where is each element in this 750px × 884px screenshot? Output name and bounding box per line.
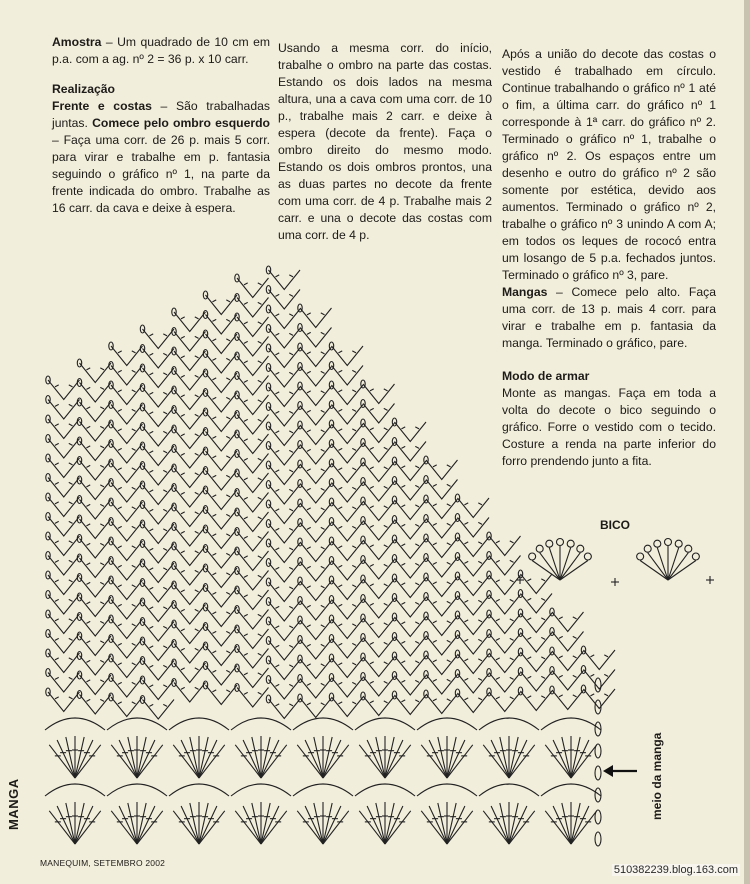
watermark: 510382239.blog.163.com [613,864,738,876]
manga-label: MANGA [6,778,21,830]
bico-label: BICO [600,518,630,532]
mangas-title: Mangas [502,285,548,299]
frente-bold: Comece pelo ombro esquerdo [92,116,270,130]
modo-de-armar-text: Monte as mangas. Faça em toda a volta do decote o bico seguindo o gráfico. Forre o vestido com o tecido. Costure a renda na parte inferior do forro prendendo junto a fita. [502,386,716,468]
arrow-icon [603,765,637,777]
col2-paragraph: Usando a mesma corr. do início, trabalhe o ombro na parte das costas. Estando os dois lados na mesma altura, una a cava com uma corr. de 10 p., trabalhe mais 2 carr. e deixe à espera (decote da frente). Faça o ombro direito do mesmo modo. Estando os dois ombros prontos, una as duas partes no decote da frente com uma corr. de 4 p. Trabalhe mais 2 carr. e una o decote das costas com uma corr. de 4 p. [278,41,492,242]
meio-da-manga-label: meio da manga [650,732,664,820]
mangas-text: – Comece pelo alto. Faça uma corr. de 13 p. mais 4 corr. para virar e trabalhe em p. fantasia da manga. Terminado o gráfico, pare. [502,285,716,350]
bico-chart [516,539,714,587]
frente-text: – Faça uma corr. de 26 p. mais 5 corr. para virar e trabalhe em p. fantasia seguindo o gráfico nº 1, na parte da frente indicada do ombro. Trabalhe as 16 carr. da cava e deixe à espera. [52,133,270,215]
amostra-title: Amostra [52,35,102,49]
frente-title: Frente e costas [52,99,152,113]
amostra-text: – Um quadrado de 10 cm em p.a. com a ag. nº 2 = 36 p. x 10 carr. [52,35,270,66]
frente-intro: – São trabalhadas juntas. [52,99,270,130]
col3-paragraph: Após a união do decote das costas o vestido é trabalhado em círculo. Continue trabalhando o gráfico nº 1 até o fim, a última carr. do gráfico nº 1 corresponde à 1ª carr. do gráfico nº 2. Terminado o gráfico nº 1, trabalhe o gráfico nº 2. Os espaços entre um desenho e outro do gráfico nº 2 são somente por estética, devido aos aumentos. Terminado o gráfico nº 2, trabalhe o gráfico nº 3 unindo A com A; em todos os leques de rococó entra um losango de 5 p.a. fechados juntos. Terminado o gráfico nº 3, pare. [502,47,716,282]
realizacao-heading: Realização [52,82,116,96]
modo-de-armar-heading: Modo de armar [502,369,590,383]
chart-stitches [45,266,615,846]
page-footer: MANEQUIM, SETEMBRO 2002 [40,858,166,868]
